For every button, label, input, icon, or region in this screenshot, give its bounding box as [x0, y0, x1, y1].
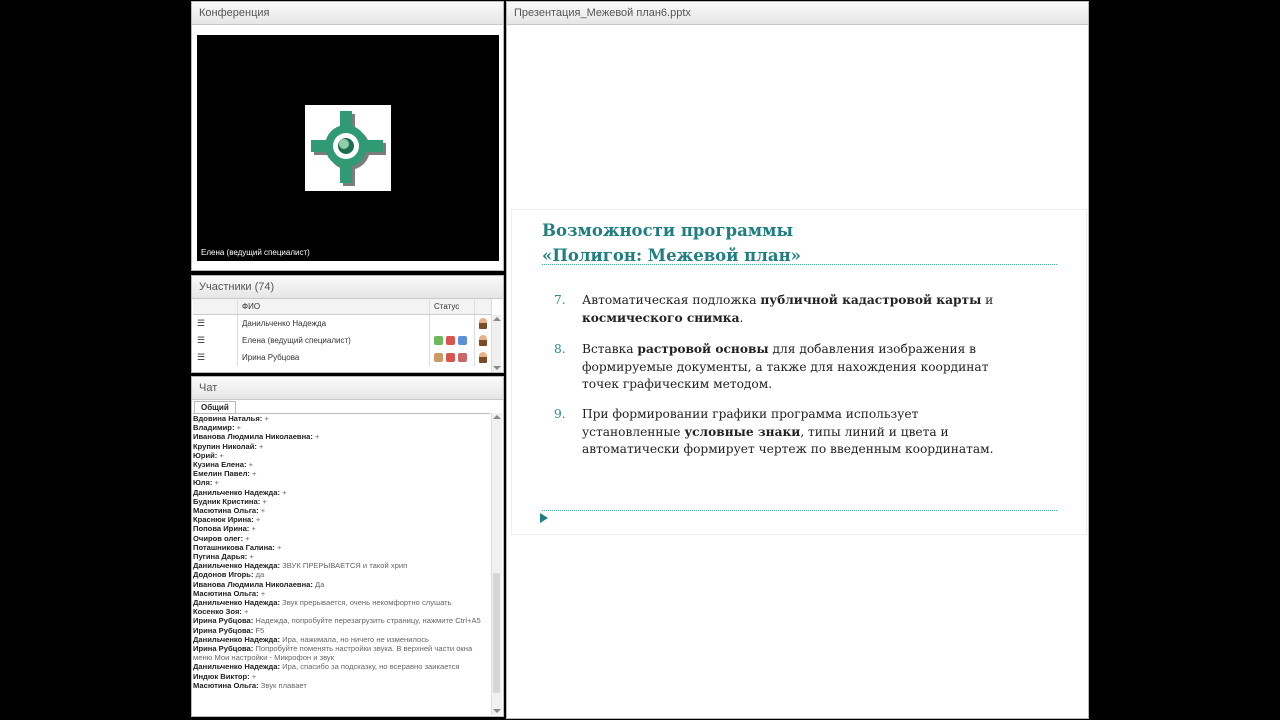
avatar-icon	[479, 335, 487, 346]
slide-title-line1: Возможности программы	[542, 221, 793, 240]
text-run: .	[739, 310, 744, 325]
participant-status	[430, 332, 475, 349]
chat-text: +	[247, 552, 254, 562]
chat-message	[193, 515, 490, 524]
chat-message	[193, 524, 490, 533]
chat-message	[193, 681, 490, 690]
screen-icon[interactable]	[458, 336, 467, 345]
chat-author: Масютина Ольга:	[193, 680, 259, 690]
chat-message	[193, 616, 490, 625]
presentation-panel	[506, 1, 1089, 719]
chat-message	[193, 570, 490, 579]
chat-author: Кузина Елена:	[193, 460, 247, 470]
avatar-icon	[479, 318, 487, 329]
chat-text: +	[217, 450, 224, 460]
chat-text: F5	[253, 625, 265, 635]
bold-text: публичной кадастровой карты	[760, 293, 982, 307]
chat-text: да	[253, 570, 265, 580]
chat-author: Емелин Павел:	[193, 469, 250, 479]
presentation-title: Презентация_Межевой план6.pptx	[507, 2, 1088, 25]
chat-message	[193, 432, 490, 441]
text-run: При формировании графики программа использует установленные	[582, 407, 919, 439]
slide-item-7	[554, 292, 1002, 327]
participant-name: Данильченко Надежда	[238, 315, 430, 333]
chat-author: Вдовина Наталья:	[193, 414, 263, 423]
chat-text: +	[262, 414, 269, 423]
chat-author: Поташникова Галина:	[193, 542, 275, 552]
chat-text: Попробуйте поменять настройки звука. В верхней части окна меню Мои настройки - Микрофон и звук	[193, 644, 473, 663]
chat-text: +	[274, 542, 282, 552]
status-column-header[interactable]: Статус	[430, 299, 475, 315]
chat-text: +	[243, 533, 250, 543]
camera-icon[interactable]	[446, 336, 455, 345]
participant-row[interactable]	[193, 332, 492, 349]
participants-table	[193, 299, 492, 366]
item-text	[582, 342, 988, 391]
chat-author: Данильченко Надежда:	[193, 487, 280, 497]
chat-message	[193, 451, 490, 460]
chat-author: Владимир:	[193, 423, 235, 433]
slide	[511, 209, 1087, 535]
chat-text: +	[249, 469, 257, 479]
slide-title-line2: «Полигон: Межевой план»	[542, 246, 801, 265]
chat-message	[193, 598, 490, 607]
participant-row[interactable]	[193, 349, 492, 366]
chat-author: Крупин Николай:	[193, 441, 257, 451]
chat-author: Иванова Людмила Николаевна:	[193, 579, 313, 589]
chat-title: Чат	[192, 377, 503, 400]
participant-row[interactable]	[193, 315, 492, 333]
participant-avatar	[475, 315, 492, 333]
chat-author: Данильченко Надежда:	[193, 662, 280, 672]
participant-avatar	[475, 332, 492, 349]
chat-text: +	[249, 671, 257, 681]
participants-panel	[191, 275, 504, 373]
chat-text: +	[256, 441, 264, 451]
participants-scrollbar[interactable]	[491, 315, 501, 372]
polygon-logo-icon	[305, 105, 391, 191]
chat-text: +	[260, 496, 267, 506]
chat-text: +	[258, 506, 266, 516]
chat-author: Данильченко Надежда:	[193, 634, 280, 644]
chat-text: Да	[312, 579, 325, 589]
chat-log	[193, 413, 490, 716]
chat-text: +	[258, 588, 266, 598]
chat-text: +	[312, 432, 320, 442]
chat-text: +	[241, 607, 249, 617]
chat-tab-general[interactable]: Общий	[194, 401, 236, 413]
chat-message	[193, 414, 490, 423]
item-number: 9.	[554, 407, 566, 421]
chat-message	[193, 506, 490, 515]
chat-text: Ира, нажимала, но ничего не изменилось	[280, 634, 429, 644]
chat-message	[193, 672, 490, 681]
text-run: , типы линий и цвета и автоматически формирует чертеж по введенным координатам.	[582, 424, 994, 456]
drag-handle-icon[interactable]: ☰	[193, 315, 238, 333]
video-feed[interactable]	[197, 35, 499, 261]
scroll-up-icon[interactable]	[493, 415, 501, 419]
chat-author: Юрий:	[193, 450, 218, 460]
conference-title: Конференция	[192, 2, 503, 25]
participant-status	[430, 315, 475, 333]
chat-author: Косенко Зоя:	[193, 607, 242, 617]
chat-author: Будник Кристина:	[193, 496, 261, 506]
participant-status	[430, 349, 475, 366]
bottom-divider	[542, 510, 1057, 511]
participant-name: Елена (ведущий специалист)	[238, 332, 430, 349]
chat-text: ЗВУК ПРЕРЫВАЕТСЯ и такой хрип	[280, 561, 408, 571]
chat-author: Иванова Людмила Николаевна:	[193, 432, 313, 442]
chat-author: Краснюк Ирина:	[193, 515, 254, 525]
chat-author: Пугина Дарья:	[193, 552, 248, 562]
chat-text: Надежда, попробуйте перезагрузить страницу, нажмите Ctrl+A5	[253, 616, 481, 626]
chat-message	[193, 423, 490, 432]
title-divider	[542, 264, 1057, 265]
text-run: и	[981, 293, 994, 307]
chat-message	[193, 589, 490, 598]
chat-message	[193, 497, 490, 506]
text-run: для добавления изображения в формируемые документы, а также для нахождения координат точек графическим методом.	[582, 342, 989, 391]
scroll-down-icon[interactable]	[493, 709, 501, 713]
bold-text: условные знаки	[684, 424, 801, 439]
chat-message	[193, 644, 490, 662]
chat-author: Юля:	[193, 478, 213, 488]
chat-scrollbar-thumb[interactable]	[493, 573, 500, 693]
drag-handle-icon[interactable]: ☰	[193, 349, 238, 366]
chat-message	[193, 580, 490, 589]
chat-message	[193, 561, 490, 570]
item-text	[582, 293, 993, 325]
chat-message	[193, 607, 490, 616]
chat-author: Попова Ирина:	[193, 524, 250, 534]
chat-message	[193, 460, 490, 469]
chat-author: Данильченко Надежда:	[193, 561, 280, 571]
chat-text: Звук плавает	[258, 680, 307, 690]
slide-title	[542, 218, 801, 268]
chat-text: +	[246, 460, 254, 470]
microphone-icon[interactable]	[434, 336, 443, 345]
conference-panel	[191, 1, 504, 271]
chat-text: Звук прерывается, очень некомфортно слушать	[280, 598, 452, 608]
chat-author: Масютина Ольга:	[193, 588, 259, 598]
chat-text: Ира, спасибо за подсказку, но всеравно заикается	[280, 662, 460, 672]
chat-text: +	[253, 515, 261, 525]
chat-author: Индюк Виктор:	[193, 671, 250, 681]
chat-author: Ирина Рубцова:	[193, 616, 254, 626]
chat-message	[193, 442, 490, 451]
chat-text: +	[280, 487, 287, 497]
chat-author: Ирина Рубцова:	[193, 625, 254, 635]
chat-author: Додонов Игорь:	[193, 570, 254, 580]
slide-item-9	[554, 406, 1002, 459]
item-number: 8.	[554, 342, 566, 356]
bold-text: космического снимка	[582, 310, 740, 325]
name-column-header[interactable]: ФИО	[238, 299, 430, 315]
chat-message	[193, 635, 490, 644]
scroll-up-icon[interactable]	[493, 317, 501, 321]
drag-column-header	[193, 299, 238, 315]
participants-title: Участники (74)	[192, 276, 503, 299]
chat-message	[193, 469, 490, 478]
item-text	[582, 407, 993, 456]
participant-avatar	[475, 349, 492, 366]
chat-text: +	[249, 524, 256, 534]
video-caption: Елена (ведущий специалист)	[201, 248, 310, 257]
chat-message	[193, 488, 490, 497]
avatar-column-header	[475, 299, 492, 315]
chat-author: Данильченко Надежда:	[193, 598, 280, 608]
chat-panel	[191, 376, 504, 717]
screen-icon[interactable]	[458, 353, 467, 362]
participants-header-row	[193, 299, 492, 315]
chat-message	[193, 478, 490, 487]
drag-handle-icon[interactable]: ☰	[193, 332, 238, 349]
chat-author: Ирина Рубцова:	[193, 644, 254, 654]
chat-message	[193, 662, 490, 671]
chat-text: +	[212, 478, 219, 488]
chat-message	[193, 543, 490, 552]
text-run: Автоматическая подложка	[582, 293, 761, 307]
chat-message	[193, 534, 490, 543]
scroll-down-icon[interactable]	[493, 366, 501, 370]
avatar-icon	[479, 352, 487, 363]
camera-icon[interactable]	[446, 353, 455, 362]
play-icon[interactable]	[540, 513, 548, 523]
chat-scrollbar[interactable]	[491, 413, 502, 715]
bold-text: растровой основы	[637, 342, 769, 356]
chat-text: +	[234, 423, 242, 433]
microphone-icon[interactable]	[434, 353, 443, 362]
slide-item-8	[554, 341, 1002, 394]
item-number: 7.	[554, 293, 566, 307]
text-run: Вставка	[582, 342, 638, 356]
participant-name: Ирина Рубцова	[238, 349, 430, 366]
chat-author: Масютина Ольга:	[193, 506, 259, 516]
chat-message	[193, 552, 490, 561]
chat-author: Очиров олег:	[193, 533, 244, 543]
chat-message	[193, 626, 490, 635]
